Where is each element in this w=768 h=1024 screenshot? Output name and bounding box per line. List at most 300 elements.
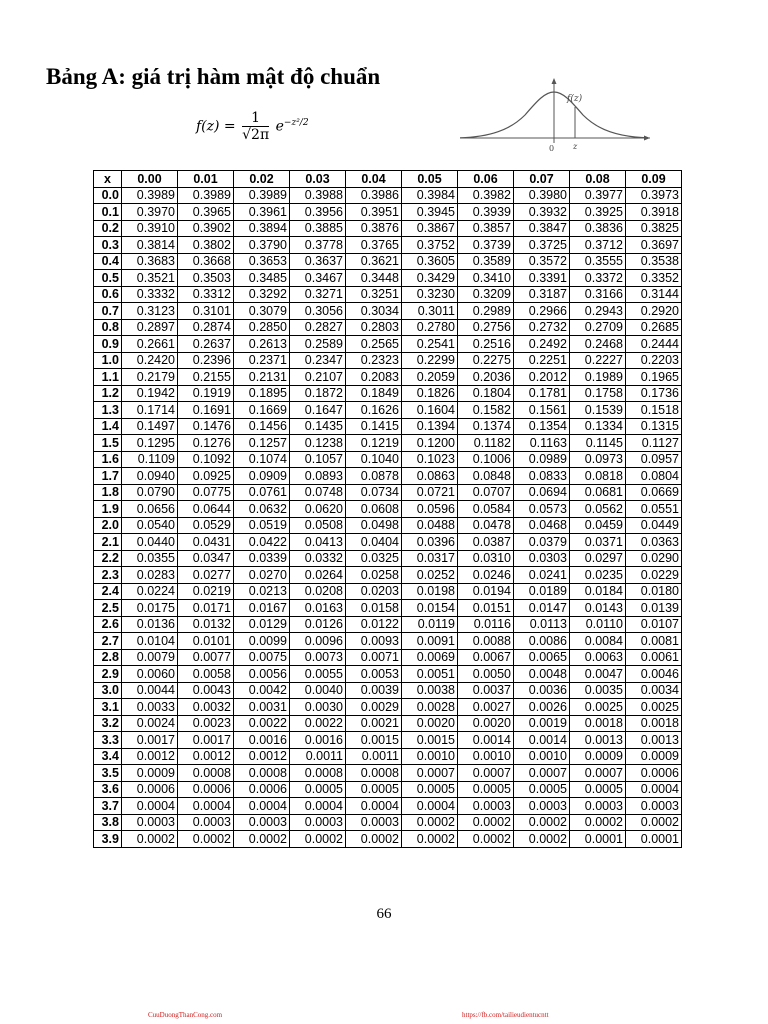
table-cell: 0.0002 <box>122 831 178 848</box>
table-cell: 0.0180 <box>626 583 682 600</box>
row-header: 1.3 <box>94 402 122 419</box>
table-cell: 0.0989 <box>514 451 570 468</box>
table-cell: 0.0003 <box>626 798 682 815</box>
table-cell: 0.0067 <box>458 649 514 666</box>
table-cell: 0.1276 <box>178 435 234 452</box>
table-cell: 0.0258 <box>346 567 402 584</box>
table-cell: 0.3034 <box>346 303 402 320</box>
table-cell: 0.0478 <box>458 517 514 534</box>
table-cell: 0.0036 <box>514 682 570 699</box>
table-cell: 0.0163 <box>290 600 346 617</box>
row-header: 3.4 <box>94 748 122 765</box>
table-cell: 0.0136 <box>122 616 178 633</box>
table-cell: 0.1456 <box>234 418 290 435</box>
column-header: 0.06 <box>458 171 514 188</box>
table-cell: 0.0081 <box>626 633 682 650</box>
table-row <box>94 204 682 221</box>
table-cell: 0.0235 <box>570 567 626 584</box>
table-cell: 0.0184 <box>570 583 626 600</box>
table-cell: 0.0203 <box>346 583 402 600</box>
table-cell: 0.0038 <box>402 682 458 699</box>
table-cell: 0.1849 <box>346 385 402 402</box>
table-cell: 0.1626 <box>346 402 402 419</box>
table-cell: 0.3332 <box>122 286 178 303</box>
table-cell: 0.0669 <box>626 484 682 501</box>
table-cell: 0.0032 <box>178 699 234 716</box>
column-header: 0.05 <box>402 171 458 188</box>
table-cell: 0.0016 <box>234 732 290 749</box>
table-row <box>94 418 682 435</box>
table-cell: 0.0039 <box>346 682 402 699</box>
formula-denominator: √2π <box>242 127 270 143</box>
table-cell: 0.0025 <box>626 699 682 716</box>
table-cell: 0.0014 <box>458 732 514 749</box>
table-cell: 0.2275 <box>458 352 514 369</box>
table-cell: 0.3790 <box>234 237 290 254</box>
table-cell: 0.0620 <box>290 501 346 518</box>
table-cell: 0.0061 <box>626 649 682 666</box>
table-cell: 0.0003 <box>234 814 290 831</box>
table-cell: 0.0004 <box>178 798 234 815</box>
table-cell: 0.2396 <box>178 352 234 369</box>
table-cell: 0.1895 <box>234 385 290 402</box>
row-header: 3.3 <box>94 732 122 749</box>
table-cell: 0.0003 <box>122 814 178 831</box>
table-cell: 0.2083 <box>346 369 402 386</box>
table-cell: 0.0139 <box>626 600 682 617</box>
table-cell: 0.0283 <box>122 567 178 584</box>
table-cell: 0.1989 <box>570 369 626 386</box>
table-cell: 0.1965 <box>626 369 682 386</box>
table-cell: 0.0804 <box>626 468 682 485</box>
table-cell: 0.3271 <box>290 286 346 303</box>
table-cell: 0.3166 <box>570 286 626 303</box>
table-cell: 0.0519 <box>234 517 290 534</box>
table-cell: 0.3668 <box>178 253 234 270</box>
table-cell: 0.2709 <box>570 319 626 336</box>
column-header: 0.00 <box>122 171 178 188</box>
table-cell: 0.2756 <box>458 319 514 336</box>
table-cell: 0.2850 <box>234 319 290 336</box>
table-cell: 0.3621 <box>346 253 402 270</box>
table-cell: 0.0303 <box>514 550 570 567</box>
table-cell: 0.1334 <box>570 418 626 435</box>
table-cell: 0.0761 <box>234 484 290 501</box>
table-cell: 0.0008 <box>346 765 402 782</box>
table-cell: 0.0132 <box>178 616 234 633</box>
table-cell: 0.1040 <box>346 451 402 468</box>
table-cell: 0.1497 <box>122 418 178 435</box>
table-cell: 0.1074 <box>234 451 290 468</box>
table-cell: 0.2299 <box>402 352 458 369</box>
row-header: 1.2 <box>94 385 122 402</box>
table-cell: 0.0508 <box>290 517 346 534</box>
table-cell: 0.2227 <box>570 352 626 369</box>
table-cell: 0.2131 <box>234 369 290 386</box>
table-cell: 0.0440 <box>122 534 178 551</box>
table-cell: 0.0005 <box>458 781 514 798</box>
table-cell: 0.0143 <box>570 600 626 617</box>
table-cell: 0.0644 <box>178 501 234 518</box>
table-cell: 0.1736 <box>626 385 682 402</box>
table-cell: 0.0084 <box>570 633 626 650</box>
table-cell: 0.0893 <box>290 468 346 485</box>
table-cell: 0.0003 <box>514 798 570 815</box>
table-cell: 0.0011 <box>290 748 346 765</box>
table-cell: 0.0973 <box>570 451 626 468</box>
table-cell: 0.0009 <box>122 765 178 782</box>
table-cell: 0.0015 <box>346 732 402 749</box>
table-cell: 0.2444 <box>626 336 682 353</box>
table-cell: 0.3989 <box>178 187 234 204</box>
table-cell: 0.0005 <box>514 781 570 798</box>
table-cell: 0.0488 <box>402 517 458 534</box>
table-cell: 0.0608 <box>346 501 402 518</box>
table-cell: 0.0001 <box>570 831 626 848</box>
table-cell: 0.3984 <box>402 187 458 204</box>
table-cell: 0.1006 <box>458 451 514 468</box>
table-cell: 0.0413 <box>290 534 346 551</box>
formula-numerator: 1 <box>242 110 269 127</box>
table-cell: 0.1872 <box>290 385 346 402</box>
table-cell: 0.0007 <box>458 765 514 782</box>
table-cell: 0.0363 <box>626 534 682 551</box>
table-cell: 0.0198 <box>402 583 458 600</box>
table-cell: 0.1394 <box>402 418 458 435</box>
table-row <box>94 451 682 468</box>
table-row <box>94 501 682 518</box>
table-cell: 0.1781 <box>514 385 570 402</box>
table-cell: 0.3894 <box>234 220 290 237</box>
table-cell: 0.0007 <box>514 765 570 782</box>
table-cell: 0.2874 <box>178 319 234 336</box>
table-cell: 0.0010 <box>402 748 458 765</box>
table-cell: 0.3885 <box>290 220 346 237</box>
table-cell: 0.3932 <box>514 204 570 221</box>
table-cell: 0.0264 <box>290 567 346 584</box>
table-cell: 0.2827 <box>290 319 346 336</box>
table-cell: 0.0529 <box>178 517 234 534</box>
curve-z-label: z <box>573 142 578 151</box>
table-cell: 0.2565 <box>346 336 402 353</box>
table-cell: 0.3448 <box>346 270 402 287</box>
table-cell: 0.3101 <box>178 303 234 320</box>
table-cell: 0.3989 <box>122 187 178 204</box>
footer-right-link[interactable]: https://fb.com/tailieudientucntt <box>462 1011 549 1019</box>
table-cell: 0.0171 <box>178 600 234 617</box>
column-header: 0.03 <box>290 171 346 188</box>
table-cell: 0.3951 <box>346 204 402 221</box>
table-row <box>94 270 682 287</box>
table-cell: 0.3209 <box>458 286 514 303</box>
table-cell: 0.0012 <box>122 748 178 765</box>
table-row <box>94 435 682 452</box>
row-header: 3.1 <box>94 699 122 716</box>
table-cell: 0.0003 <box>458 798 514 815</box>
table-cell: 0.0001 <box>626 831 682 848</box>
table-cell: 0.0005 <box>290 781 346 798</box>
table-cell: 0.0035 <box>570 682 626 699</box>
table-cell: 0.3230 <box>402 286 458 303</box>
table-cell: 0.0069 <box>402 649 458 666</box>
table-row <box>94 303 682 320</box>
row-header: 1.6 <box>94 451 122 468</box>
table-cell: 0.3391 <box>514 270 570 287</box>
table-cell: 0.3079 <box>234 303 290 320</box>
row-header: 1.1 <box>94 369 122 386</box>
table-cell: 0.0008 <box>234 765 290 782</box>
table-cell: 0.0863 <box>402 468 458 485</box>
table-cell: 0.0219 <box>178 583 234 600</box>
table-cell: 0.1354 <box>514 418 570 435</box>
table-cell: 0.0091 <box>402 633 458 650</box>
table-cell: 0.0734 <box>346 484 402 501</box>
table-cell: 0.0003 <box>178 814 234 831</box>
table-cell: 0.0004 <box>346 798 402 815</box>
table-cell: 0.3712 <box>570 237 626 254</box>
table-row <box>94 814 682 831</box>
table-cell: 0.0033 <box>122 699 178 716</box>
table-cell: 0.2989 <box>458 303 514 320</box>
table-cell: 0.0573 <box>514 501 570 518</box>
row-header: 2.2 <box>94 550 122 567</box>
table-cell: 0.1163 <box>514 435 570 452</box>
table-cell: 0.3429 <box>402 270 458 287</box>
table-cell: 0.2492 <box>514 336 570 353</box>
table-cell: 0.0775 <box>178 484 234 501</box>
table-cell: 0.3589 <box>458 253 514 270</box>
table-cell: 0.0468 <box>514 517 570 534</box>
table-cell: 0.3485 <box>234 270 290 287</box>
table-cell: 0.0073 <box>290 649 346 666</box>
table-cell: 0.0925 <box>178 468 234 485</box>
table-cell: 0.0050 <box>458 666 514 683</box>
row-header: 3.6 <box>94 781 122 798</box>
table-cell: 0.0241 <box>514 567 570 584</box>
row-header: 1.9 <box>94 501 122 518</box>
table-row <box>94 484 682 501</box>
formula-exponent: −z²/2 <box>283 117 309 128</box>
table-cell: 0.0681 <box>570 484 626 501</box>
row-header: 1.8 <box>94 484 122 501</box>
table-cell: 0.0065 <box>514 649 570 666</box>
row-header: 1.0 <box>94 352 122 369</box>
table-cell: 0.2468 <box>570 336 626 353</box>
table-cell: 0.0158 <box>346 600 402 617</box>
table-cell: 0.0007 <box>402 765 458 782</box>
table-cell: 0.0003 <box>570 798 626 815</box>
table-row <box>94 765 682 782</box>
table-cell: 0.2059 <box>402 369 458 386</box>
table-cell: 0.2780 <box>402 319 458 336</box>
row-header: 3.2 <box>94 715 122 732</box>
row-header: 0.3 <box>94 237 122 254</box>
table-cell: 0.3503 <box>178 270 234 287</box>
table-cell: 0.3902 <box>178 220 234 237</box>
table-cell: 0.3467 <box>290 270 346 287</box>
table-cell: 0.2251 <box>514 352 570 369</box>
table-cell: 0.1518 <box>626 402 682 419</box>
table-cell: 0.0878 <box>346 468 402 485</box>
footer-left-link[interactable]: CuuDuongThanCong.com <box>148 1011 223 1019</box>
row-header: 1.7 <box>94 468 122 485</box>
table-cell: 0.3555 <box>570 253 626 270</box>
row-header: 0.8 <box>94 319 122 336</box>
table-cell: 0.0023 <box>178 715 234 732</box>
table-row <box>94 633 682 650</box>
table-cell: 0.3538 <box>626 253 682 270</box>
row-header: 2.0 <box>94 517 122 534</box>
table-cell: 0.1919 <box>178 385 234 402</box>
table-cell: 0.0037 <box>458 682 514 699</box>
curve-zero-label: 0 <box>549 144 555 153</box>
table-cell: 0.0277 <box>178 567 234 584</box>
table-cell: 0.0010 <box>514 748 570 765</box>
table-cell: 0.2637 <box>178 336 234 353</box>
table-header-row <box>94 171 682 188</box>
column-header: 0.04 <box>346 171 402 188</box>
table-cell: 0.1604 <box>402 402 458 419</box>
table-cell: 0.2897 <box>122 319 178 336</box>
table-row <box>94 567 682 584</box>
table-cell: 0.3572 <box>514 253 570 270</box>
table-cell: 0.0194 <box>458 583 514 600</box>
table-cell: 0.0013 <box>570 732 626 749</box>
table-row <box>94 369 682 386</box>
table-cell: 0.0014 <box>514 732 570 749</box>
table-cell: 0.0721 <box>402 484 458 501</box>
table-row <box>94 286 682 303</box>
table-cell: 0.1476 <box>178 418 234 435</box>
table-row <box>94 187 682 204</box>
table-cell: 0.0042 <box>234 682 290 699</box>
row-header: 3.0 <box>94 682 122 699</box>
column-header: 0.09 <box>626 171 682 188</box>
y-axis-arrow-icon <box>552 78 557 84</box>
row-header: 3.5 <box>94 765 122 782</box>
table-cell: 0.0044 <box>122 682 178 699</box>
table-row <box>94 468 682 485</box>
table-cell: 0.0113 <box>514 616 570 633</box>
table-cell: 0.0002 <box>234 831 290 848</box>
table-cell: 0.0909 <box>234 468 290 485</box>
table-cell: 0.2803 <box>346 319 402 336</box>
table-cell: 0.0126 <box>290 616 346 633</box>
table-cell: 0.3802 <box>178 237 234 254</box>
table-cell: 0.2012 <box>514 369 570 386</box>
table-cell: 0.0093 <box>346 633 402 650</box>
table-cell: 0.1257 <box>234 435 290 452</box>
table-cell: 0.0028 <box>402 699 458 716</box>
table-cell: 0.2516 <box>458 336 514 353</box>
table-row <box>94 699 682 716</box>
table-row <box>94 253 682 270</box>
column-header: 0.02 <box>234 171 290 188</box>
table-cell: 0.0449 <box>626 517 682 534</box>
table-cell: 0.0018 <box>570 715 626 732</box>
row-header: 0.2 <box>94 220 122 237</box>
table-cell: 0.0077 <box>178 649 234 666</box>
table-cell: 0.0071 <box>346 649 402 666</box>
table-cell: 0.3867 <box>402 220 458 237</box>
table-cell: 0.3970 <box>122 204 178 221</box>
table-cell: 0.1669 <box>234 402 290 419</box>
table-cell: 0.2920 <box>626 303 682 320</box>
table-row <box>94 715 682 732</box>
table-row <box>94 600 682 617</box>
table-cell: 0.0040 <box>290 682 346 699</box>
table-cell: 0.3825 <box>626 220 682 237</box>
table-cell: 0.0229 <box>626 567 682 584</box>
table-cell: 0.0104 <box>122 633 178 650</box>
table-cell: 0.2371 <box>234 352 290 369</box>
table-cell: 0.0024 <box>122 715 178 732</box>
table-cell: 0.0013 <box>626 732 682 749</box>
row-header: 2.7 <box>94 633 122 650</box>
table-cell: 0.2589 <box>290 336 346 353</box>
table-cell: 0.0009 <box>570 748 626 765</box>
table-cell: 0.0002 <box>514 814 570 831</box>
table-cell: 0.0002 <box>514 831 570 848</box>
table-cell: 0.1942 <box>122 385 178 402</box>
table-cell: 0.1238 <box>290 435 346 452</box>
table-cell: 0.0030 <box>290 699 346 716</box>
table-cell: 0.3847 <box>514 220 570 237</box>
table-cell: 0.3918 <box>626 204 682 221</box>
table-cell: 0.0290 <box>626 550 682 567</box>
row-header: 3.8 <box>94 814 122 831</box>
table-cell: 0.0004 <box>626 781 682 798</box>
table-cell: 0.0129 <box>234 616 290 633</box>
table-cell: 0.0017 <box>178 732 234 749</box>
table-cell: 0.2420 <box>122 352 178 369</box>
table-cell: 0.1182 <box>458 435 514 452</box>
table-row <box>94 649 682 666</box>
table-cell: 0.3739 <box>458 237 514 254</box>
table-cell: 0.2323 <box>346 352 402 369</box>
table-cell: 0.0848 <box>458 468 514 485</box>
table-cell: 0.1109 <box>122 451 178 468</box>
table-cell: 0.0011 <box>346 748 402 765</box>
table-cell: 0.0031 <box>234 699 290 716</box>
table-cell: 0.3697 <box>626 237 682 254</box>
table-row <box>94 798 682 815</box>
table-cell: 0.0940 <box>122 468 178 485</box>
table-cell: 0.0404 <box>346 534 402 551</box>
table-row <box>94 781 682 798</box>
row-header: 0.9 <box>94 336 122 353</box>
table-row <box>94 336 682 353</box>
table-cell: 0.0431 <box>178 534 234 551</box>
table-cell: 0.2732 <box>514 319 570 336</box>
table-cell: 0.0002 <box>570 814 626 831</box>
table-cell: 0.3965 <box>178 204 234 221</box>
table-cell: 0.0252 <box>402 567 458 584</box>
table-cell: 0.3939 <box>458 204 514 221</box>
table-cell: 0.3056 <box>290 303 346 320</box>
table-cell: 0.0058 <box>178 666 234 683</box>
table-cell: 0.0002 <box>402 831 458 848</box>
row-header: 0.1 <box>94 204 122 221</box>
table-cell: 0.3988 <box>290 187 346 204</box>
table-cell: 0.0004 <box>290 798 346 815</box>
table-cell: 0.0270 <box>234 567 290 584</box>
table-row <box>94 616 682 633</box>
table-cell: 0.0246 <box>458 567 514 584</box>
table-cell: 0.0116 <box>458 616 514 633</box>
row-header: 1.5 <box>94 435 122 452</box>
table-cell: 0.0317 <box>402 550 458 567</box>
